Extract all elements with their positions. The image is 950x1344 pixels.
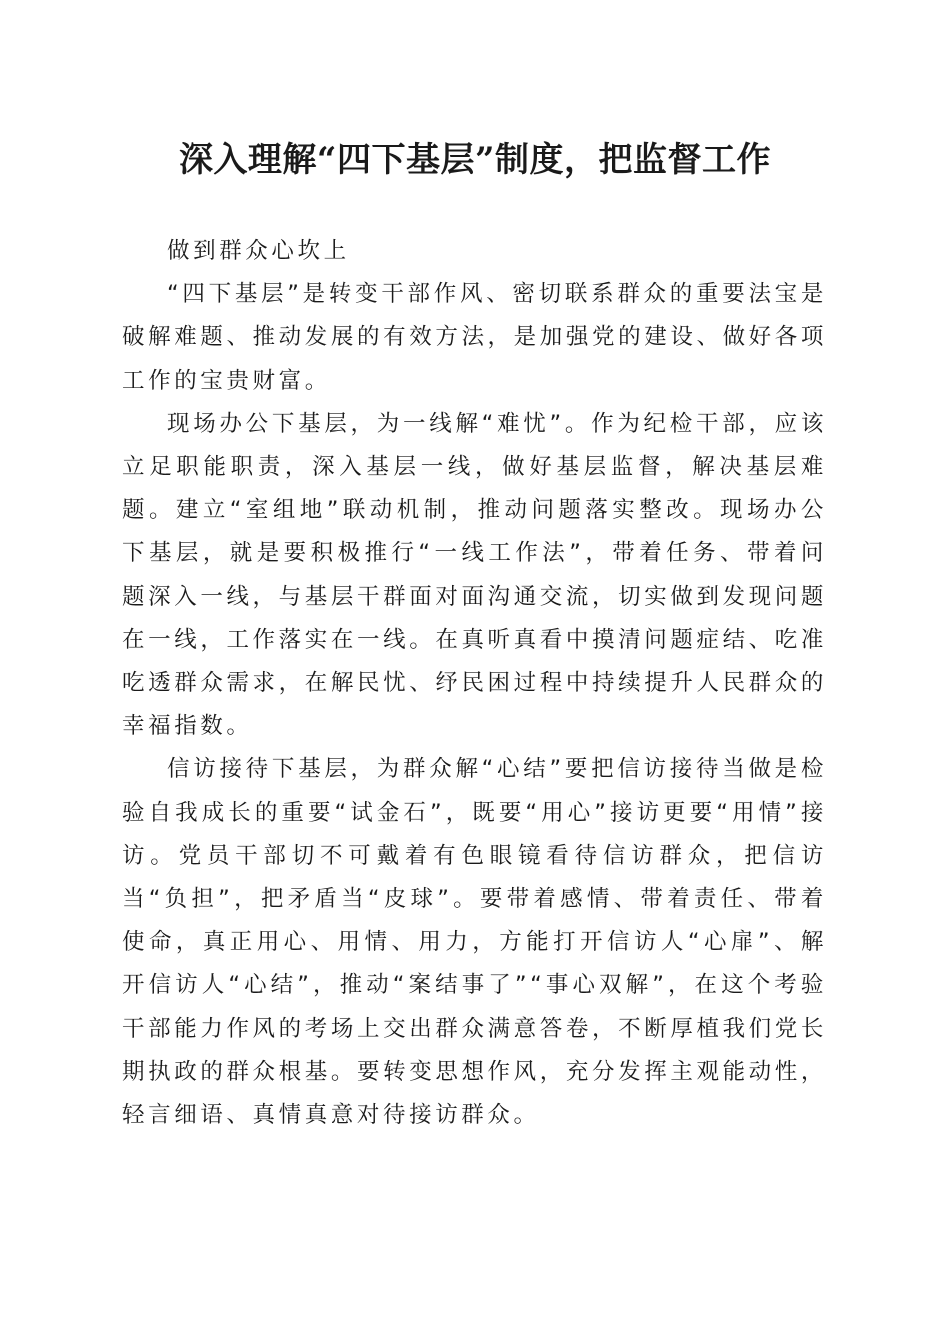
paragraph-onsite-office: 现场办公下基层，为一线解“难忧”。作为纪检干部，应该立足职能职责，深入基层一线，做好基层监督，解决基层难题。建立“室组地”联动机制，推动问题落实整改。现场办公下基层，就是要积极推行“一线工作法”，带着任务、带着问题深入一线，与基层干群面对面沟通交流，切实做到发现问题在一线，工作落实在一线。在真听真看中摸清问题症结、吃准吃透群众需求，在解民忧、纾民困过程中持续提升人民群众的幸福指数。 <box>122 410 827 740</box>
document-title: 深入理解“四下基层”制度，把监督工作 <box>178 140 772 180</box>
paragraph-subtitle: 做到群众心坎上 <box>167 238 350 264</box>
paragraph-petition-reception: 信访接待下基层，为群众解“心结”要把信访接待当做是检验自我成长的重要“试金石”，既要“用心”接访更要“用情”接访。党员干部切不可戴着有色眼镜看待信访群众，把信访当“负担”，把矛盾当“皮球”。要带着感情、带着责任、带着使命，真正用心、用情、用力，方能打开信访人“心扉”、解开信访人“心结”，推动“案结事了”“事心双解”，在这个考验干部能力作风的考场上交出群众满意答卷，不断厚植我们党长期执政的群众根基。要转变思想作风，充分发挥主观能动性，轻言细语、真情真意对待接访群众。 <box>122 756 827 1129</box>
document-body <box>122 230 827 1137</box>
paragraph-intro: “四下基层”是转变干部作风、密切联系群众的重要法宝是破解难题、推动发展的有效方法，是加强党的建设、做好各项工作的宝贵财富。 <box>122 281 827 394</box>
